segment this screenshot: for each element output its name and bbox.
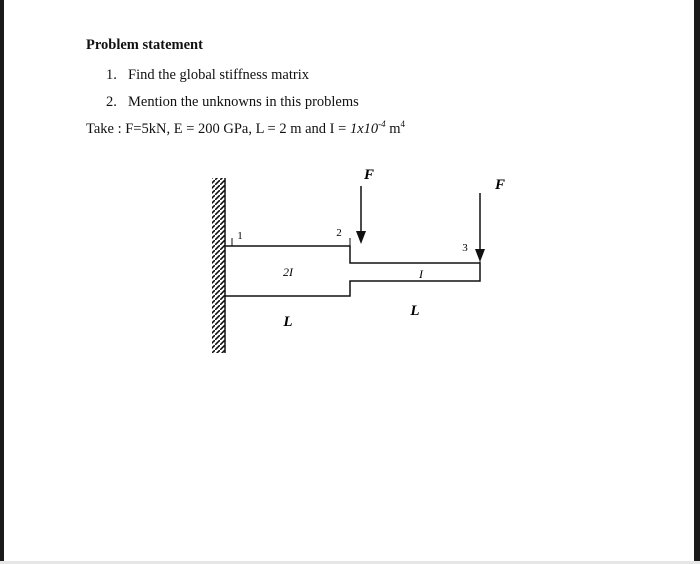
- task-number: 1.: [106, 67, 117, 83]
- length-label-left: L: [283, 314, 293, 330]
- inertia-value: 1x10: [349, 121, 379, 137]
- length-label-right: L: [410, 303, 420, 319]
- inertia-label-left: 2I: [283, 265, 293, 279]
- task-text: Mention the unknowns in this problems: [128, 94, 359, 110]
- inertia-unit-exponent: 4: [400, 119, 406, 129]
- inertia-label-right: I: [419, 267, 423, 281]
- task-number: 2.: [106, 94, 117, 110]
- node-2-label: 2: [336, 227, 342, 239]
- force-label: F: [494, 177, 506, 193]
- load-arrow-node-3: [475, 193, 485, 262]
- given-values-prefix: Take : F=5kN, E = 200 GPa, L = 2 m and I =: [86, 121, 350, 137]
- down-arrow-icon: [356, 231, 366, 244]
- node-1-label: 1: [237, 230, 243, 242]
- stepped-beam: [225, 246, 480, 296]
- inertia-exponent: -4: [378, 119, 386, 129]
- load-arrow-node-2: [356, 186, 366, 244]
- force-label: F: [363, 167, 375, 183]
- problem-heading: Problem statement: [86, 37, 203, 53]
- node-3-label: 3: [462, 242, 468, 254]
- down-arrow-icon: [475, 249, 485, 262]
- inertia-unit: m: [385, 121, 401, 137]
- fixed-support: [212, 178, 225, 353]
- wall-hatching: [212, 178, 225, 353]
- task-text: Find the global stiffness matrix: [128, 67, 309, 83]
